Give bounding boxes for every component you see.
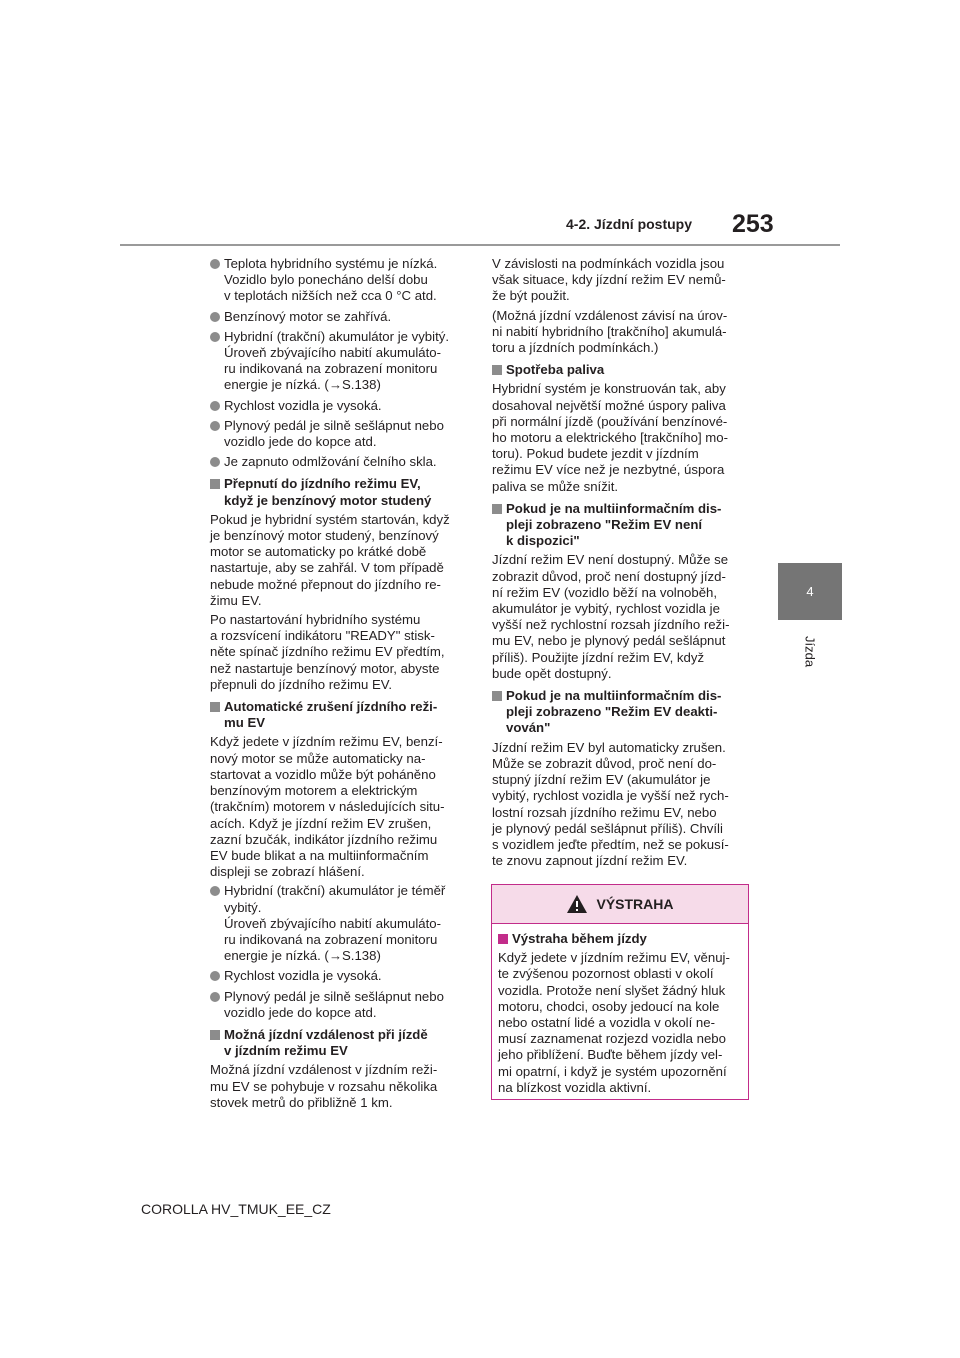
list-item: Hybridní (trakční) akumulátor je vybitý. Úroveň zbývajícího nabití akumuláto- ru indikovaná na zobrazení monitoru energie je nízká. (→S.138) (210, 329, 470, 394)
chapter-tab-number[interactable]: 4 (778, 563, 842, 620)
warning-triangle-icon (566, 894, 588, 914)
section-heading: Přepnutí do jízdního režimu EV, když je benzínový motor studený (210, 476, 470, 508)
footer-model: COROLLA HV_TMUK_EE_CZ (141, 1201, 331, 1217)
bullet-dot-icon (210, 259, 220, 269)
paragraph: Možná jízdní vzdálenost v jízdním reži- mu EV se pohybuje v rozsahu několika stovek metrů do přibližně 1 km. (210, 1062, 438, 1110)
bullet-dot-icon (210, 457, 220, 467)
bullet-dot-icon (210, 401, 220, 411)
chapter-tab-label: Jízda (802, 636, 818, 668)
warning-text: Když jedete v jízdním režimu EV, věnuj- te zvýšenou pozornost oblasti v okolí vozidla. Protože není slyšet žádný hluk motoru, chodci, osoby jedoucí na kole nebo ostatní lidé a vozidla v okolí ne- musí zaznamenat rozjezd vozidla nebo jeho přiblížení. Buďte během jízdy vel- mi opatrní, i když je systém upozornění na blízkost vozidla aktivní. (498, 950, 730, 1095)
square-bullet-icon (210, 702, 220, 712)
bullet-dot-icon (210, 886, 220, 896)
square-bullet-icon (492, 691, 502, 701)
bullet-dot-icon (210, 992, 220, 1002)
page-number: 253 (732, 210, 774, 238)
bullet-dot-icon (210, 421, 220, 431)
section-heading: Možná jízdní vzdálenost při jízdě v jízdním režimu EV (210, 1027, 470, 1059)
section-title: 4-2. Jízdní postupy (566, 216, 693, 232)
section-heading: Pokud je na multiinformačním dis- pleji zobrazeno "Režim EV není k dispozici" (492, 501, 752, 550)
paragraph: Pokud je hybridní systém startován, když je benzínový motor studený, benzínový motor se automaticky po krátké době nastartuje, aby se zahřál. V tom případě nebude možné přepnout do jízdního re- žimu EV. (210, 511, 450, 608)
bullet-dot-icon (210, 971, 220, 981)
square-bullet-icon (492, 365, 502, 375)
bullet-dot-icon (210, 332, 220, 342)
paragraph: Po nastartování hybridního systému a rozsvícení indikátoru "READY" stisk- něte spínač jízdního režimu EV předtím, než nastartuje benzínový motor, abyste přepnuli do jízdního režimu EV. (210, 612, 445, 692)
warning-title: VÝSTRAHA (596, 896, 674, 912)
square-bullet-icon (492, 504, 502, 514)
section-heading: Pokud je na multiinformačním dis- pleji zobrazeno "Režim EV deakti- vován" (492, 688, 752, 737)
list-item: Rychlost vozidla je vysoká. (210, 398, 470, 414)
list-item: Plynový pedál je silně sešlápnut nebo vozidlo jede do kopce atd. (210, 418, 470, 450)
list-item: Rychlost vozidla je vysoká. (210, 968, 470, 984)
list-item: Je zapnuto odmlžování čelního skla. (210, 454, 470, 470)
warning-body (492, 924, 748, 1096)
section-heading: Spotřeba paliva (492, 362, 752, 378)
right-column (492, 256, 752, 872)
paragraph: Jízdní režim EV není dostupný. Může se zobrazit důvod, proč není dostupný jízd- ní režim EV (vozidlo běží na volnoběh, akumulátor je vybitý, rychlost vozidla je vyšší než rychlostní rozsah jízdního reži- mu EV, nebo je plynový pedál sešlápnut příliš). Použijte jízdní režim EV, když bude opět dostupný. (492, 552, 730, 681)
bullet-dot-icon (210, 312, 220, 322)
list-item: Plynový pedál je silně sešlápnut nebo vozidlo jede do kopce atd. (210, 989, 470, 1021)
paragraph: V závislosti na podmínkách vozidla jsou však situace, kdy jízdní režim EV nemů- že být použit. (492, 256, 726, 304)
paragraph: Když jedete v jízdním režimu EV, benzí- nový motor se může automaticky na- startovat a vozidlo může být poháněno benzínovým motorem a elektrickým (trakčním) motorem v následujících situ- acích. Když je jízdní režim EV zrušen, zazní bzučák, indikátor jízdního režimu EV bude blikat a na multiinformačním displeji se zobrazí hlášení. (210, 734, 445, 880)
warning-header (492, 885, 748, 924)
square-bullet-icon (210, 1030, 220, 1040)
square-bullet-icon (210, 479, 220, 489)
paragraph: Hybridní systém je konstruován tak, aby dosahoval největší možné úspory paliva při normální jízdě (používání benzínové- ho motoru a elektrického [trakčního] mo- toru). Pokud budete jezdit v jízdním režimu EV více než je nezbytné, úspora paliva se může snížit. (492, 381, 729, 494)
left-column (210, 256, 470, 1114)
paragraph: Jízdní režim EV byl automaticky zrušen. Může se zobrazit důvod, proč není do- stupný jízdní režim EV (akumulátor je vybitý, rychlost vozidla je vyšší než rych- lostní rozsah jízdního režimu EV, nebo je plynový pedál sešlápnut příliš). Chvíli s vozidlem jeďte předtím, než se pokusí- te znovu zapnout jízdní režim EV. (492, 739, 729, 869)
square-bullet-icon (498, 934, 508, 944)
list-item: Teplota hybridního systému je nízká. Vozidlo bylo ponecháno delší dobu v teplotách nižších než cca 0 °C atd. (210, 256, 470, 305)
paragraph: (Možná jízdní vzdálenost závisí na úrov- ni nabití hybridního [trakčního] akumulá- toru a jízdních podmínkách.) (492, 307, 728, 356)
header-divider (120, 244, 840, 246)
warning-heading: Výstraha během jízdy (498, 931, 742, 947)
warning-box (491, 884, 749, 1100)
list-item: Hybridní (trakční) akumulátor je téměř vybitý. Úroveň zbývajícího nabití akumuláto- ru indikovaná na zobrazení monitoru energie je nízká. (→S.138) (210, 883, 470, 964)
section-heading: Automatické zrušení jízdního reži- mu EV (210, 699, 470, 731)
list-item: Benzínový motor se zahřívá. (210, 309, 470, 325)
